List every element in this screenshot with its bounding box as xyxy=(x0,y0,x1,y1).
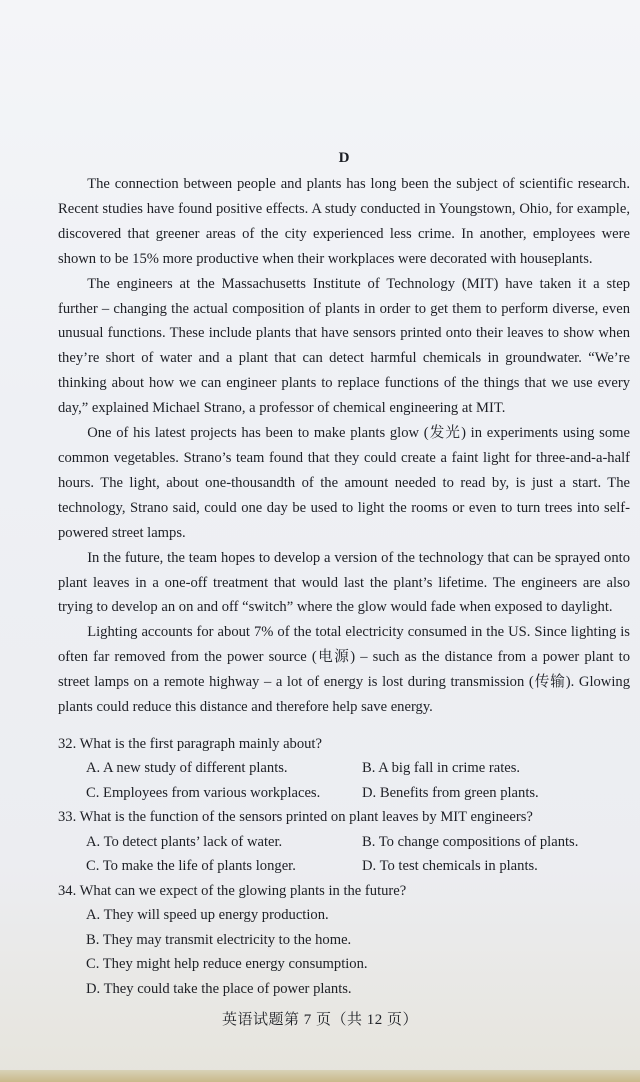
option-d: D. Benefits from green plants. xyxy=(362,784,539,801)
paragraph-1: The connection between people and plants has long been the subject of scientific research. Recent studies have found positive effects. A study conducted in Youngstown, Ohio, for example, discovered that greener areas of the city experienced less crime. In another, employees were shown to be 15% more productive when their workplaces were decorated with houseplants. xyxy=(58,176,630,267)
question-34 xyxy=(58,879,630,1002)
option-a: A. They will speed up energy production. xyxy=(86,907,329,924)
option-c: C. Employees from various workplaces. xyxy=(86,784,321,801)
question-stem: 32. What is the first paragraph mainly about? xyxy=(58,735,322,752)
page-footer: 英语试题第 7 页（共 12 页） xyxy=(221,1012,418,1028)
option-grid xyxy=(58,830,630,879)
section-title: D xyxy=(338,150,350,166)
option-c: C. They might help reduce energy consumption. xyxy=(86,956,368,973)
option-list xyxy=(58,903,630,1001)
question-stem: 34. What can we expect of the glowing plants in the future? xyxy=(58,882,407,899)
option-b: B. A big fall in crime rates. xyxy=(362,760,521,777)
option-b: B. They may transmit electricity to the home. xyxy=(86,931,352,948)
desk-edge xyxy=(0,1070,640,1082)
paragraph-2: The engineers at the Massachusetts Institute of Technology (MIT) have taken it a step further – changing the actual composition of plants in order to get them to perform diverse, even unusual functions. These include plants that have sensors printed onto their leaves to show when they’re short of water and a plant that can detect harmful chemicals in groundwater. “We’re thinking about how we can engineer plants to replace functions of the things that we use every day,” explained Michael Strano, a professor of chemical engineering at MIT. xyxy=(58,275,630,417)
paragraph-3: One of his latest projects has been to make plants glow (发光) in experiments using some common vegetables. Strano’s team found that they could create a faint light for three-and-a-half hours. The light, about one-thousandth of the amount needed to read by, is just a start. The technology, Strano said, could one day be used to light the rooms or even to turn trees into self-powered street lamps. xyxy=(58,425,630,541)
option-c: C. To make the life of plants longer. xyxy=(86,858,296,875)
question-stem: 33. What is the function of the sensors printed on plant leaves by MIT engineers? xyxy=(58,809,533,826)
passage-content xyxy=(58,146,630,1001)
question-32 xyxy=(58,732,630,806)
question-33 xyxy=(58,805,630,879)
option-d: D. They could take the place of power plants. xyxy=(86,980,352,997)
paragraph-4: In the future, the team hopes to develop a version of the technology that can be sprayed onto plant leaves in a one-off treatment that would last the plant’s lifetime. The engineers are also trying to develop an on and off “switch” where the glow would fade when exposed to daylight. xyxy=(58,549,630,616)
questions xyxy=(58,732,630,1002)
option-grid xyxy=(58,756,630,805)
option-d: D. To test chemicals in plants. xyxy=(362,858,538,875)
option-b: B. To change compositions of plants. xyxy=(362,833,579,850)
paragraph-5: Lighting accounts for about 7% of the total electricity consumed in the US. Since lighting is often far removed from the power source (电源) – such as the distance from a power plant to street lamps on a remote highway – a lot of energy is lost during transmission (传输). Glowing plants could reduce this distance and therefore help save energy. xyxy=(58,624,630,716)
option-a: A. To detect plants’ lack of water. xyxy=(86,833,283,850)
option-a: A. A new study of different plants. xyxy=(86,760,288,777)
